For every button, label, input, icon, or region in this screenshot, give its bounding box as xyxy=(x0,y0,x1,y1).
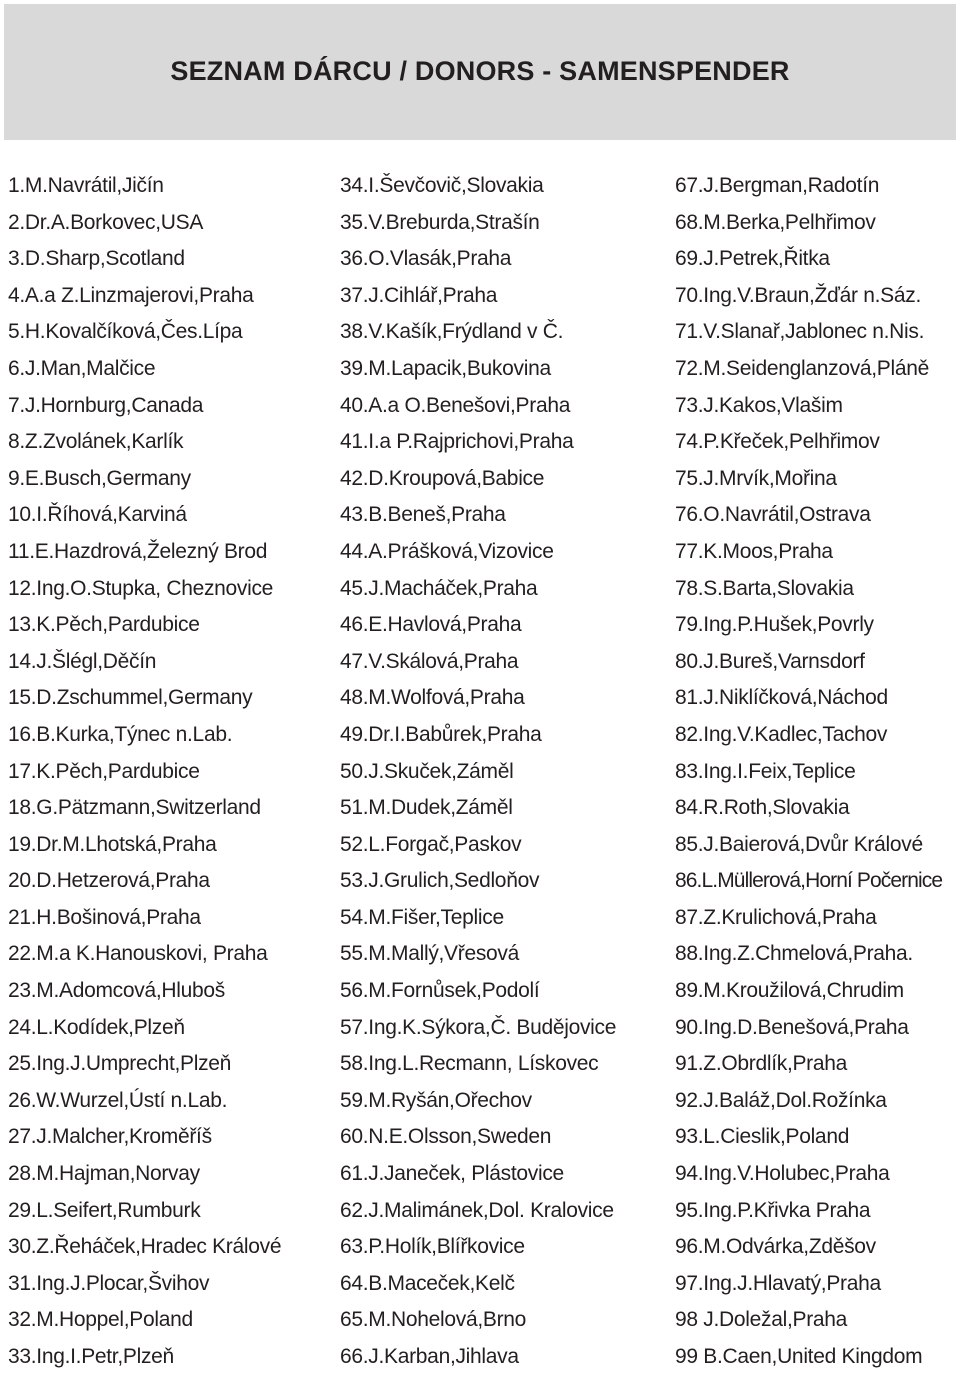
donor-entry: 94.Ing.V.Holubec,Praha xyxy=(675,1162,890,1186)
donor-entry: 19.Dr.M.Lhotská,Praha xyxy=(8,832,217,856)
donor-entry: 47.V.Skálová,Praha xyxy=(340,649,519,673)
donor-entry: 29.L.Seifert,Rumburk xyxy=(8,1198,201,1222)
donor-entry: 72.M.Seidenglanzová,Pláně xyxy=(675,356,930,380)
donor-entry: 41.I.a P.Rajprichovi,Praha xyxy=(340,430,574,454)
donor-entry: 98 J.Doležal,Praha xyxy=(675,1308,848,1332)
donor-entry: 99 B.Caen,United Kingdom xyxy=(675,1345,923,1368)
donor-entry: 67.J.Bergman,Radotín xyxy=(675,174,880,197)
donor-entry: 96.M.Odvárka,Zděšov xyxy=(675,1235,876,1259)
donor-entry: 95.Ing.P.Křivka Praha xyxy=(675,1198,871,1222)
donor-entry: 75.J.Mrvík,Mořina xyxy=(675,466,837,490)
donor-entry: 83.Ing.I.Feix,Teplice xyxy=(675,759,856,783)
donor-entry: 89.M.Kroužilová,Chrudim xyxy=(675,979,904,1003)
donor-entry: 27.J.Malcher,Kroměříš xyxy=(8,1125,212,1149)
donor-column-3 xyxy=(675,170,959,1378)
donor-entry: 54.M.Fišer,Teplice xyxy=(340,905,504,929)
donor-entry: 38.V.Kašík,Frýdland v Č. xyxy=(340,320,564,344)
donor-entry: 24.L.Kodídek,Plzeň xyxy=(8,1015,185,1039)
donor-entry: 78.S.Barta,Slovakia xyxy=(675,576,854,600)
donor-entry: 58.Ing.L.Recmann, Lískovec xyxy=(340,1052,599,1076)
donor-entry: 97.Ing.J.Hlavatý,Praha xyxy=(675,1271,881,1295)
donor-entry: 68.M.Berka,Pelhřimov xyxy=(675,210,876,234)
donor-entry: 79.Ing.P.Hušek,Povrly xyxy=(675,613,874,637)
donor-entry: 91.Z.Obrdlík,Praha xyxy=(675,1052,848,1076)
donor-entry: 42.D.Kroupová,Babice xyxy=(340,466,545,490)
donor-entry: 9.E.Busch,Germany xyxy=(8,466,191,490)
donor-entry: 34.I.Ševčovič,Slovakia xyxy=(340,174,544,197)
donor-entry: 87.Z.Krulichová,Praha xyxy=(675,905,877,929)
donor-entry: 11.E.Hazdrová,Železný Brod xyxy=(8,539,268,563)
donor-entry: 25.Ing.J.Umprecht,Plzeň xyxy=(8,1052,232,1076)
donor-column-1 xyxy=(8,170,328,1378)
donor-entry: 7.J.Hornburg,Canada xyxy=(8,393,204,417)
donor-entry: 49.Dr.I.Babůrek,Praha xyxy=(340,722,542,746)
page-title: SEZNAM DÁRCU / DONORS - SAMENSPENDER xyxy=(170,56,790,86)
donor-entry: 16.B.Kurka,Týnec n.Lab. xyxy=(8,722,233,746)
donor-entry: 6.J.Man,Malčice xyxy=(8,356,156,380)
donor-entry: 13.K.Pěch,Pardubice xyxy=(8,613,200,637)
donor-entry: 30.Z.Řeháček,Hradec Králové xyxy=(8,1235,282,1259)
donor-entry: 12.Ing.O.Stupka, Cheznovice xyxy=(8,576,274,600)
donor-entry: 52.L.Forgač,Paskov xyxy=(340,832,522,856)
donor-entry: 60.N.E.Olsson,Sweden xyxy=(340,1125,552,1149)
donor-entry: 85.J.Baierová,Dvůr Králové xyxy=(675,832,923,856)
donor-entry: 50.J.Skuček,Záměl xyxy=(340,759,514,783)
donor-entry: 46.E.Havlová,Praha xyxy=(340,613,522,637)
donor-entry: 26.W.Wurzel,Ústí n.Lab. xyxy=(8,1088,228,1112)
donor-entry: 35.V.Breburda,Strašín xyxy=(340,210,540,234)
donor-entry: 8.Z.Zvolánek,Karlík xyxy=(8,430,184,454)
donor-entry: 15.D.Zschummel,Germany xyxy=(8,686,253,710)
donor-entry: 69.J.Petrek,Řitka xyxy=(675,247,830,271)
title-banner xyxy=(4,4,956,140)
donor-entry: 36.O.Vlasák,Praha xyxy=(340,247,512,271)
donor-entry: 70.Ing.V.Braun,Žďár n.Sáz. xyxy=(675,283,921,307)
donor-entry: 20.D.Hetzerová,Praha xyxy=(8,869,210,893)
donor-entry: 66.J.Karban,Jihlava xyxy=(340,1345,519,1368)
donor-entry: 88.Ing.Z.Chmelová,Praha. xyxy=(675,942,913,966)
donor-entry: 63.P.Holík,Blířkovice xyxy=(340,1235,525,1259)
donor-entry: 4.A.a Z.Linzmajerovi,Praha xyxy=(8,283,254,307)
donor-entry: 51.M.Dudek,Záměl xyxy=(340,796,513,820)
donor-entry: 55.M.Mallý,Vřesová xyxy=(340,942,519,966)
donor-entry: 31.Ing.J.Plocar,Švihov xyxy=(8,1271,210,1295)
donor-entry: 61.J.Janeček, Plástovice xyxy=(340,1162,564,1186)
donor-entry: 93.L.Cieslik,Poland xyxy=(675,1125,850,1149)
donor-entry: 39.M.Lapacik,Bukovina xyxy=(340,356,551,380)
donor-entry: 57.Ing.K.Sýkora,Č. Budějovice xyxy=(340,1015,617,1039)
donor-entry: 10.I.Říhová,Karviná xyxy=(8,503,187,527)
donor-entry: 21.H.Bošinová,Praha xyxy=(8,905,201,929)
donor-entry: 77.K.Moos,Praha xyxy=(675,539,833,563)
donor-entry: 1.M.Navrátil,Jičín xyxy=(8,174,164,197)
donor-entry: 43.B.Beneš,Praha xyxy=(340,503,506,527)
donor-entry: 3.D.Sharp,Scotland xyxy=(8,247,185,271)
donor-entry: 44.A.Prášková,Vizovice xyxy=(340,539,554,563)
donor-entry: 92.J.Baláž,Dol.Rožínka xyxy=(675,1088,887,1112)
donor-entry: 76.O.Navrátil,Ostrava xyxy=(675,503,871,527)
donor-entry: 56.M.Fornůsek,Podolí xyxy=(340,979,540,1003)
donor-entry: 82.Ing.V.Kadlec,Tachov xyxy=(675,722,888,746)
donor-entry: 80.J.Bureš,Varnsdorf xyxy=(675,649,865,673)
donor-entry: 45.J.Macháček,Praha xyxy=(340,576,538,600)
donor-entry: 28.M.Hajman,Norvay xyxy=(8,1162,200,1186)
donor-entry: 73.J.Kakos,Vlašim xyxy=(675,393,843,417)
donor-entry: 71.V.Slanař,Jablonec n.Nis. xyxy=(675,320,925,344)
donor-entry: 5.H.Kovalčíková,Čes.Lípa xyxy=(8,320,243,344)
donor-entry: 84.R.Roth,Slovakia xyxy=(675,796,850,820)
donor-entry: 2.Dr.A.Borkovec,USA xyxy=(8,210,204,234)
donor-entry: 48.M.Wolfová,Praha xyxy=(340,686,525,710)
donor-entry: 14.J.Šlégl,Děčín xyxy=(8,649,157,673)
donor-entry: 32.M.Hoppel,Poland xyxy=(8,1308,193,1332)
donor-column-2 xyxy=(340,170,668,1378)
donor-entry: 74.P.Křeček,Pelhřimov xyxy=(675,430,880,454)
donor-entry: 33.Ing.I.Petr,Plzeň xyxy=(8,1345,174,1368)
donor-entry: 90.Ing.D.Benešová,Praha xyxy=(675,1015,909,1039)
donor-entry: 53.J.Grulich,Sedloňov xyxy=(340,869,540,893)
donor-entry: 59.M.Ryšán,Ořechov xyxy=(340,1088,532,1112)
donor-entry: 22.M.a K.Hanouskovi, Praha xyxy=(8,942,268,966)
donor-entry: 62.J.Malimánek,Dol. Kralovice xyxy=(340,1198,614,1222)
donor-entry: 18.G.Pätzmann,Switzerland xyxy=(8,796,261,820)
donor-entry: 81.J.Niklíčková,Náchod xyxy=(675,686,888,710)
donor-entry: 23.M.Adomcová,Hluboš xyxy=(8,979,225,1003)
donor-entry: 64.B.Maceček,Kelč xyxy=(340,1271,515,1295)
donor-entry: 37.J.Cihlář,Praha xyxy=(340,283,498,307)
donor-entry: 17.K.Pěch,Pardubice xyxy=(8,759,200,783)
donor-entry: 65.M.Nohelová,Brno xyxy=(340,1308,527,1332)
donor-entry: 86.L.Müllerová,Horní Počernice xyxy=(675,869,943,893)
donor-entry: 40.A.a O.Benešovi,Praha xyxy=(340,393,571,417)
